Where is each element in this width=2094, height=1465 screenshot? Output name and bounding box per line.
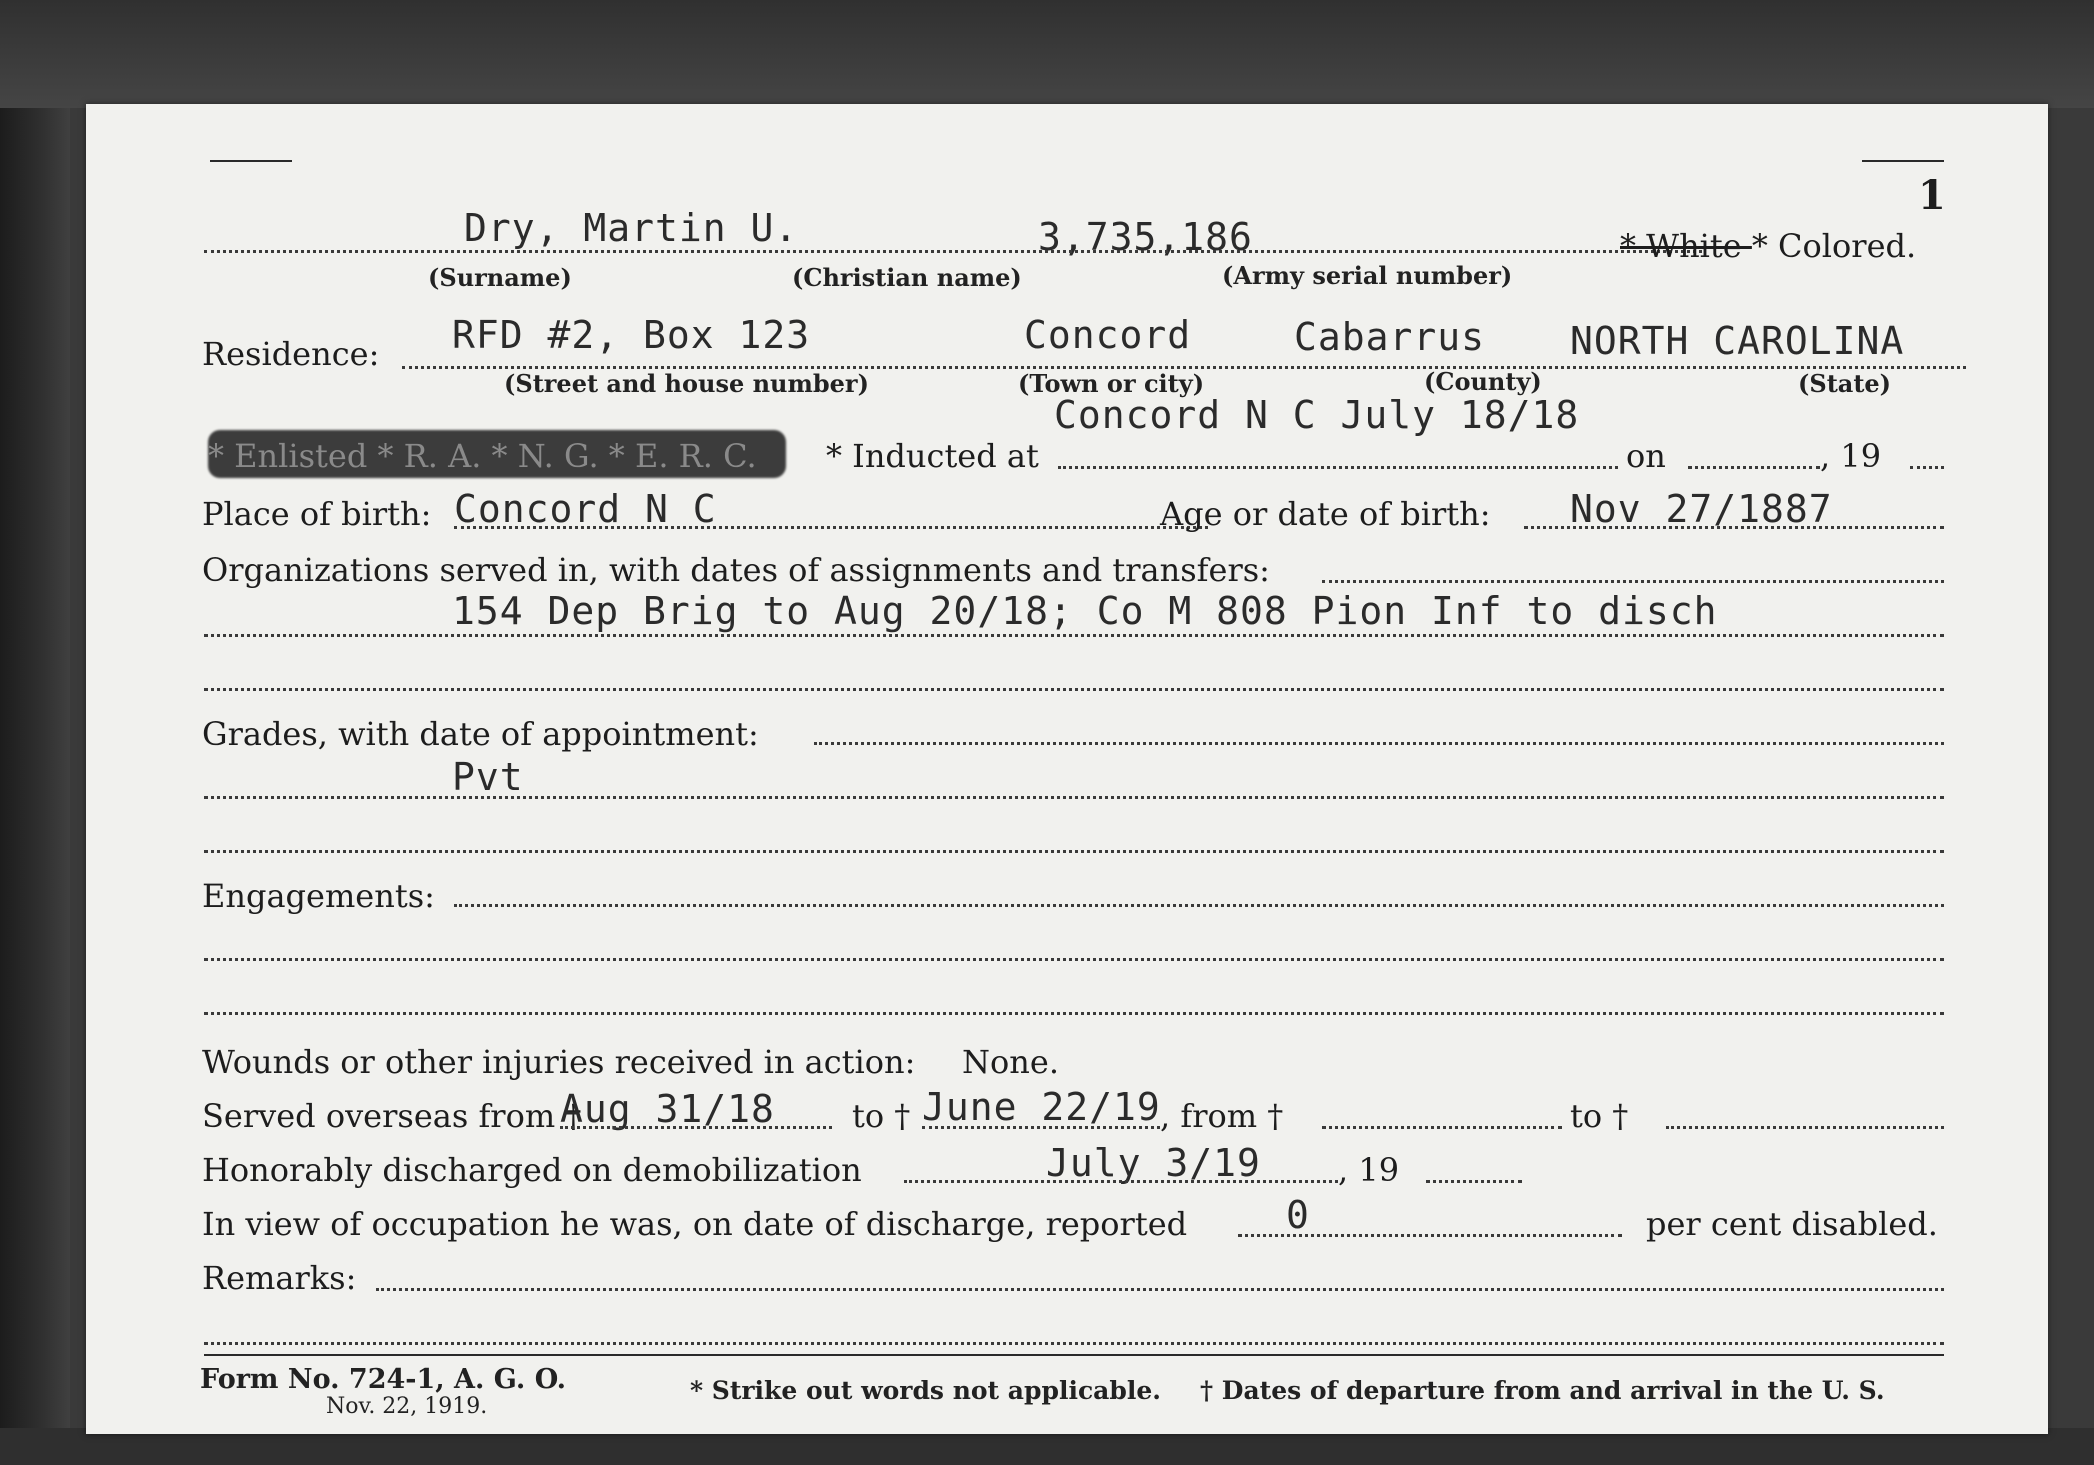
grades-label: Grades, with date of appointment: (202, 715, 759, 753)
grades-line-0 (814, 742, 1944, 745)
enlisted-options: * Enlisted * R. A. * N. G. * E. R. C. (208, 437, 757, 475)
organizations-line-1 (204, 634, 1944, 637)
race-white: * White (1620, 227, 1752, 265)
serial-entry: 3,735,186 (1038, 215, 1253, 259)
county-caption: (County) (1424, 367, 1542, 396)
state-entry: NORTH CAROLINA (1570, 319, 1905, 363)
year-line-2 (1426, 1180, 1522, 1183)
town-caption: (Town or city) (1018, 369, 1205, 398)
top-right-rule (1862, 160, 1944, 162)
age-label: Age or date of birth: (1160, 495, 1491, 533)
remarks-line-1 (204, 1342, 1944, 1345)
county-entry: Cabarrus (1294, 315, 1486, 359)
state-caption: (State) (1798, 369, 1892, 398)
footer-rule (204, 1354, 1944, 1356)
disability-line (1238, 1234, 1622, 1237)
organizations-line-0 (1322, 580, 1944, 583)
on-line (1688, 466, 1820, 469)
inducted-line (1058, 466, 1618, 469)
street-entry: RFD #2, Box 123 (452, 313, 811, 357)
street-caption: (Street and house number) (504, 369, 869, 398)
organizations-line-2 (204, 688, 1944, 691)
grades-line-2 (204, 850, 1944, 853)
overseas-to-entry: June 22/19 (922, 1085, 1161, 1129)
overseas-to-line (922, 1126, 1160, 1129)
wounds-entry: None. (962, 1043, 1059, 1081)
footnote-strike: * Strike out words not applicable. (690, 1376, 1161, 1405)
year-line-1 (1910, 466, 1944, 469)
year-19-1: , 19 (1820, 437, 1882, 475)
footnote-dates: † Dates of departure from and arrival in the U. S. (1200, 1376, 1885, 1405)
service-record-card (86, 104, 2048, 1434)
surname-caption: (Surname) (428, 263, 572, 292)
discharge-line (904, 1180, 1338, 1183)
christian-name-caption: (Christian name) (792, 263, 1022, 292)
discharged-label: Honorably discharged on demobilization (202, 1151, 862, 1189)
wounds-label: Wounds or other injuries received in action: (202, 1043, 916, 1081)
serial-caption: (Army serial number) (1222, 261, 1513, 290)
engagements-line-2 (204, 1012, 1944, 1015)
engagements-line-1 (204, 958, 1944, 961)
remarks-line-0 (376, 1288, 1944, 1291)
form-date: Nov. 22, 1919. (326, 1394, 488, 1419)
card-number: 1 (1918, 172, 1946, 219)
overseas-to-2-line (1666, 1126, 1944, 1129)
overseas-from-entry: Aug 31/18 (560, 1087, 775, 1131)
overseas-from-line (560, 1126, 832, 1129)
birthplace-label: Place of birth: (202, 495, 432, 533)
overseas-to-label: to † (852, 1097, 911, 1135)
race-colored: * Colored. (1751, 227, 1917, 265)
organizations-label: Organizations served in, with dates of assignments and transfers: (202, 551, 1270, 589)
occupation-label: In view of occupation he was, on date of discharge, reported (202, 1205, 1188, 1243)
birthdate-entry: Nov 27/1887 (1570, 487, 1833, 531)
scanner-bed-top (0, 0, 2094, 108)
race-options (1620, 227, 1917, 265)
on-label: on (1626, 437, 1666, 475)
birthplace-line (454, 526, 1208, 529)
grade-entry: Pvt (452, 755, 524, 799)
disabled-label: per cent disabled. (1646, 1205, 1938, 1243)
birthplace-entry: Concord N C (454, 487, 717, 531)
grades-line-1 (204, 796, 1944, 799)
form-number: Form No. 724-1, A. G. O. (200, 1364, 567, 1395)
inducted-label: * Inducted at (826, 437, 1039, 475)
discharge-entry: July 3/19 (1046, 1141, 1261, 1185)
disability-entry: 0 (1286, 1193, 1310, 1237)
overseas-label: Served overseas from † (202, 1097, 582, 1135)
name-entry: Dry, Martin U. (464, 206, 799, 250)
overseas-from-2-line (1322, 1126, 1562, 1129)
inducted-entry: Concord N C July 18/18 (1054, 393, 1580, 437)
residence-label: Residence: (202, 335, 380, 373)
scanner-bed-left (0, 0, 70, 1465)
birthdate-line (1524, 526, 1944, 529)
name-line (204, 250, 1702, 253)
engagements-line-0 (454, 904, 1944, 907)
town-entry: Concord (1024, 313, 1192, 357)
overseas-from-2-label: , from † (1160, 1097, 1284, 1135)
top-left-rule (210, 160, 292, 162)
engagements-label: Engagements: (202, 877, 435, 915)
year-19-2: , 19 (1338, 1151, 1400, 1189)
remarks-label: Remarks: (202, 1259, 357, 1297)
overseas-to-2-label: to † (1570, 1097, 1629, 1135)
organizations-entry: 154 Dep Brig to Aug 20/18; Co M 808 Pion Inf to disch (452, 589, 1718, 633)
